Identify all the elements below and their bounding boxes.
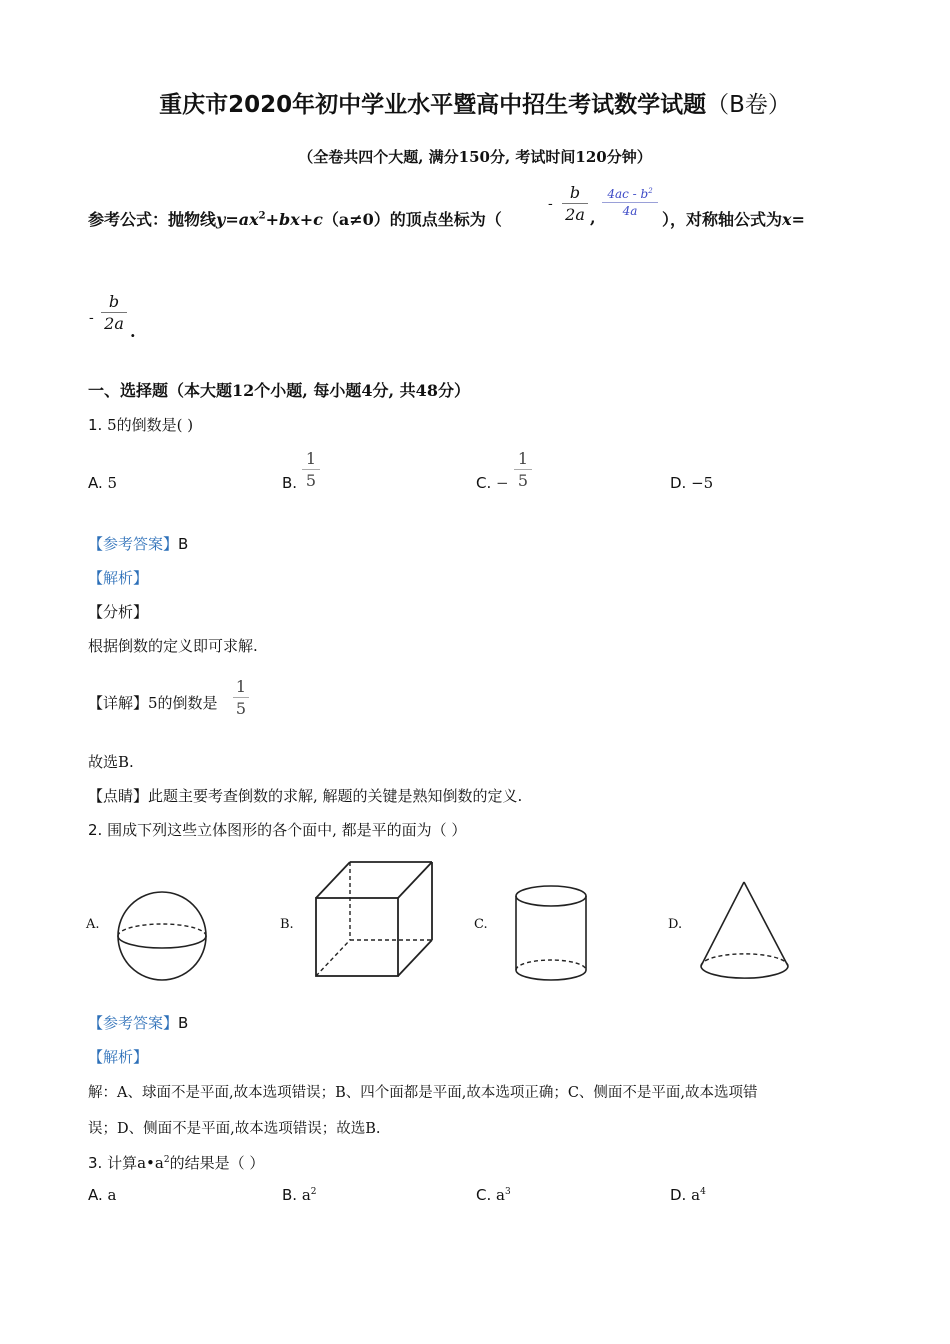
q3-b-text: a xyxy=(301,1186,311,1204)
tail-sign: - xyxy=(89,310,94,326)
q1-a-label: A. xyxy=(88,474,103,492)
q1-text: 5的倒数是( ) xyxy=(107,416,194,434)
q1-c-den: 5 xyxy=(517,471,529,490)
q2-fig-label-c: C. xyxy=(474,917,488,932)
q1-a-text: 5 xyxy=(107,474,118,492)
vertex-y-denominator: 4a xyxy=(622,204,638,218)
q2-analysis-label: 【解析】 xyxy=(88,1048,149,1066)
q1-number: 1. xyxy=(88,416,103,434)
q3-a-text: a xyxy=(107,1186,117,1204)
formula-equation-rest: +bx+c xyxy=(265,210,323,229)
formula-square: 2 xyxy=(258,210,266,222)
q3-number: 3. xyxy=(88,1154,103,1172)
section-heading: 一、选择题（本大题12个小题, 每小题4分, 共48分） xyxy=(88,381,470,400)
question-1-stem xyxy=(88,414,193,435)
q1-fenxi-text: 根据倒数的定义即可求解. xyxy=(88,637,258,655)
q1-detail-label: 【详解】 xyxy=(88,694,149,712)
q2-fig-label-b: B. xyxy=(280,917,294,932)
q1-detail-text: 5的倒数是 xyxy=(148,694,218,712)
axis-text: ），对称轴公式为 xyxy=(662,210,783,229)
q1-detail-fraction xyxy=(233,677,249,718)
axis-numerator: b xyxy=(108,292,120,311)
formula-prefix: 参考公式：抛物线 xyxy=(88,210,217,229)
page-subtitle: （全卷共四个大题, 满分150分, 考试时间120分钟） xyxy=(298,148,652,166)
title-suffix: （B卷） xyxy=(706,92,791,118)
q2-text: 围成下列这些立体图形的各个面中, 都是平的面为（ ） xyxy=(107,821,467,839)
q2-answer-label: 【参考答案】 xyxy=(88,1014,179,1032)
q3-c-label: C. xyxy=(476,1186,492,1204)
axis-fraction xyxy=(101,292,127,333)
axis-denominator: 2a xyxy=(104,314,124,333)
q1-guxuan: 故选B. xyxy=(88,753,134,771)
q1-answer-label: 【参考答案】 xyxy=(88,535,179,553)
title-main: 重庆市2020年初中学业水平暨高中招生考试数学试题 xyxy=(159,92,707,118)
formula-condition: （a≠0） xyxy=(322,210,390,229)
q1-dianjing xyxy=(88,785,522,806)
q1-c-num: 1 xyxy=(517,449,529,468)
cube-figure xyxy=(314,860,434,980)
q1-b-label: B. xyxy=(282,474,298,492)
q1-analysis-label: 【解析】 xyxy=(88,569,149,587)
q3-option-a xyxy=(88,1186,117,1204)
q3-text-post: 的结果是（ ） xyxy=(169,1154,265,1172)
vertex-frac1-sign: - xyxy=(548,196,553,212)
q1-b-den: 5 xyxy=(305,471,317,490)
q1-option-a xyxy=(88,474,117,492)
vertex-comma: , xyxy=(590,208,596,227)
q2-number: 2. xyxy=(88,821,103,839)
question-2-stem xyxy=(88,819,466,840)
q1-answer xyxy=(88,533,188,554)
formula-equation: y=ax xyxy=(216,210,259,229)
q1-c-sign: − xyxy=(496,474,509,492)
cylinder-figure xyxy=(514,884,592,984)
q3-text-sup: 2 xyxy=(163,1155,170,1165)
formula-vertex-text: 的顶点坐标为（ xyxy=(389,210,502,229)
axis-var: x= xyxy=(782,210,805,229)
q3-b-label: B. xyxy=(282,1186,298,1204)
q3-d-sup: 4 xyxy=(700,1187,706,1197)
vertex-y-fraction xyxy=(602,187,658,218)
q3-option-c xyxy=(476,1186,511,1204)
q3-c-text: a xyxy=(496,1186,505,1204)
q3-d-text: a xyxy=(691,1186,701,1204)
q2-answer-value: B xyxy=(178,1014,189,1032)
q3-text-pre: 计算a•a xyxy=(107,1154,164,1172)
q1-b-fraction xyxy=(302,449,320,490)
q1-detail-den: 5 xyxy=(235,699,247,718)
q2-fig-label-a: A. xyxy=(86,917,100,932)
q1-dianjing-label: 【点睛】 xyxy=(88,787,149,805)
q3-a-label: A. xyxy=(88,1186,103,1204)
q2-explain-line2: 误；D、侧面不是平面,故本选项错误；故选B. xyxy=(88,1121,381,1137)
q2-explain-line1: 解：A、球面不是平面,故本选项错误；B、四个面都是平面,故本选项正确；C、侧面不是平面,故本选项错 xyxy=(88,1085,758,1101)
q3-b-sup: 2 xyxy=(310,1187,317,1197)
axis-formula-text xyxy=(662,207,805,230)
q1-dianjing-text: 此题主要考查倒数的求解, 解题的关键是熟知倒数的定义. xyxy=(148,787,523,805)
question-3-stem xyxy=(88,1152,264,1173)
vertex-x-denominator: 2a xyxy=(565,205,585,224)
vertex-y-sup: 2 xyxy=(648,187,653,195)
q1-option-c xyxy=(476,474,509,492)
q1-detail-num: 1 xyxy=(235,677,247,696)
vertex-y-numerator: 4ac - b xyxy=(607,187,649,201)
q1-b-num: 1 xyxy=(305,449,317,468)
q2-answer xyxy=(88,1012,188,1033)
q3-option-b xyxy=(282,1186,317,1204)
vertex-x-fraction xyxy=(562,183,588,224)
sphere-figure xyxy=(116,892,210,982)
q2-fig-label-d: D. xyxy=(668,917,683,932)
page-title xyxy=(0,86,950,119)
q1-c-label: C. xyxy=(476,474,492,492)
q3-option-d xyxy=(670,1186,706,1204)
q3-c-sup: 3 xyxy=(504,1187,511,1197)
q1-d-label: D. xyxy=(670,474,687,492)
cone-figure xyxy=(698,878,792,982)
q3-d-label: D. xyxy=(670,1186,687,1204)
q1-option-d xyxy=(670,474,713,492)
q1-option-b xyxy=(282,474,297,492)
q1-answer-value: B xyxy=(178,535,189,553)
q1-d-text: −5 xyxy=(691,474,714,492)
q1-fenxi-label: 【分析】 xyxy=(88,603,149,621)
reference-formula xyxy=(88,207,502,230)
q1-detail xyxy=(88,692,218,713)
vertex-x-numerator: b xyxy=(569,183,581,202)
tail-dot: . xyxy=(130,322,136,341)
q1-c-fraction xyxy=(514,449,532,490)
